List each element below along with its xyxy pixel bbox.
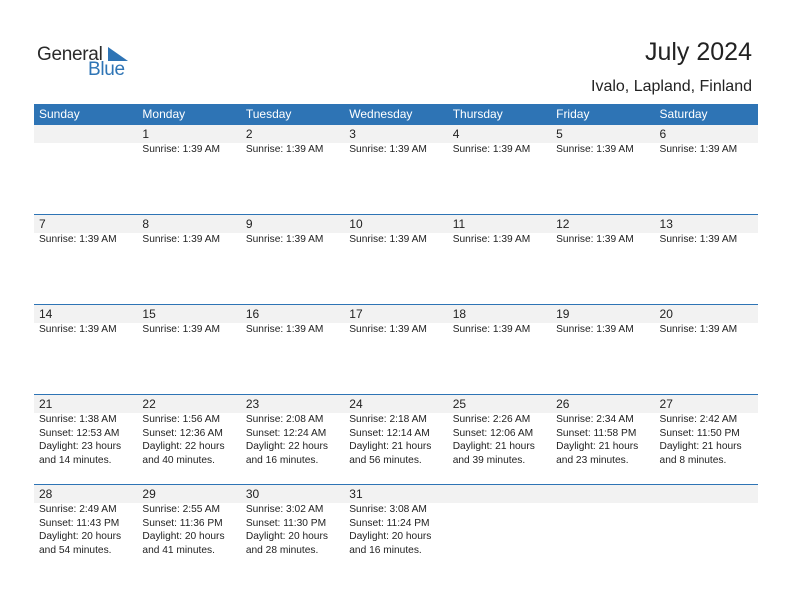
day-cell	[655, 305, 758, 337]
day-sun-info: Sunrise: 2:55 AM Sunset: 11:36 PM Daylight: 20 hours and 41 minutes.	[142, 504, 225, 556]
day-cell	[241, 215, 344, 247]
day-number: 23	[245, 397, 260, 411]
day-cell	[448, 485, 551, 557]
day-cell	[137, 395, 240, 467]
logo-general-text: General	[37, 44, 103, 65]
day-sun-info: Sunrise: 2:08 AM Sunset: 12:24 AM Daylight: 22 hours and 16 minutes.	[245, 414, 328, 466]
day-cell	[655, 215, 758, 247]
calendar-week	[34, 215, 758, 305]
day-sun-info: Sunrise: 1:56 AM Sunset: 12:36 AM Daylight: 22 hours and 40 minutes.	[142, 414, 225, 466]
weekday-wednesday: Wednesday	[349, 107, 413, 121]
day-sun-info: Sunrise: 1:38 AM Sunset: 12:53 AM Daylight: 23 hours and 14 minutes.	[39, 414, 122, 466]
day-cell	[655, 125, 758, 157]
calendar-week	[34, 125, 758, 215]
day-cell	[655, 485, 758, 557]
day-cell	[344, 305, 447, 337]
day-number: 22	[142, 397, 156, 411]
day-sun-info: Sunrise: 3:08 AM Sunset: 11:24 PM Daylight: 20 hours and 16 minutes.	[349, 504, 432, 556]
weekday-thursday: Thursday	[452, 107, 503, 121]
day-number: 5	[556, 127, 563, 141]
day-number: 19	[556, 307, 570, 321]
day-cell	[448, 125, 551, 157]
day-sun-info: Sunrise: 1:39 AM	[245, 324, 324, 335]
day-cell	[241, 305, 344, 337]
day-number	[453, 485, 551, 503]
day-cell	[551, 395, 654, 467]
day-sun-info: Sunrise: 3:02 AM Sunset: 11:30 PM Daylight: 20 hours and 28 minutes.	[245, 504, 328, 556]
day-cell	[241, 125, 344, 157]
day-cell	[137, 125, 240, 157]
day-sun-info: Sunrise: 2:18 AM Sunset: 12:14 AM Daylight: 21 hours and 56 minutes.	[349, 414, 432, 466]
day-number: 30	[245, 487, 260, 501]
day-sun-info: Sunrise: 1:39 AM	[556, 144, 634, 155]
logo	[37, 44, 137, 80]
day-sun-info: Sunrise: 1:39 AM	[142, 144, 221, 155]
day-number: 25	[452, 397, 467, 411]
weekday-monday: Monday	[142, 107, 186, 121]
day-cell	[137, 485, 240, 557]
day-number	[39, 125, 137, 143]
day-number: 15	[142, 307, 156, 321]
day-number: 28	[39, 487, 53, 501]
calendar-week	[34, 485, 758, 575]
day-sun-info: Sunrise: 1:39 AM	[659, 324, 738, 335]
day-cell	[448, 215, 551, 247]
day-cell	[344, 215, 447, 247]
day-sun-info: Sunrise: 1:39 AM	[245, 144, 324, 155]
day-number: 21	[39, 397, 53, 411]
day-number: 20	[659, 307, 673, 321]
page-title: July 2024	[644, 38, 752, 66]
day-number: 11	[452, 217, 466, 231]
day-cell	[34, 395, 137, 467]
day-sun-info: Sunrise: 1:39 AM	[349, 234, 427, 245]
day-number: 14	[39, 307, 53, 321]
day-cell	[34, 215, 137, 247]
day-sun-info: Sunrise: 2:49 AM Sunset: 11:43 PM Daylight: 20 hours and 54 minutes.	[39, 504, 122, 556]
day-number: 9	[245, 217, 253, 231]
day-cell	[34, 125, 137, 157]
day-cell	[241, 395, 344, 467]
day-cell	[448, 305, 551, 337]
day-sun-info: Sunrise: 2:34 AM Sunset: 11:58 PM Daylight: 21 hours and 23 minutes.	[556, 414, 639, 466]
weekday-sunday: Sunday	[39, 107, 80, 121]
day-cell	[448, 395, 551, 467]
day-number	[660, 485, 758, 503]
day-number: 8	[142, 217, 150, 231]
day-sun-info: Sunrise: 1:39 AM	[39, 234, 117, 245]
day-sun-info: Sunrise: 1:39 AM	[659, 234, 738, 245]
day-cell	[34, 305, 137, 337]
day-number: 29	[142, 487, 156, 501]
day-sun-info: Sunrise: 1:39 AM	[245, 234, 324, 245]
day-cell	[34, 485, 137, 557]
day-number: 3	[349, 127, 356, 141]
day-sun-info: Sunrise: 2:42 AM Sunset: 11:50 PM Daylight: 21 hours and 8 minutes.	[659, 414, 742, 466]
day-cell	[551, 125, 654, 157]
day-number: 13	[659, 217, 673, 231]
day-cell	[551, 485, 654, 557]
day-number: 27	[659, 397, 673, 411]
day-cell	[551, 215, 654, 247]
calendar-week	[34, 305, 758, 395]
logo-blue-text: Blue	[88, 59, 125, 80]
day-number: 31	[349, 487, 363, 501]
day-sun-info: Sunrise: 2:26 AM Sunset: 12:06 AM Daylight: 21 hours and 39 minutes.	[452, 414, 535, 466]
day-sun-info: Sunrise: 1:39 AM	[452, 234, 531, 245]
day-number: 4	[452, 127, 460, 141]
day-number: 17	[349, 307, 363, 321]
day-sun-info: Sunrise: 1:39 AM	[452, 324, 531, 335]
day-number: 10	[349, 217, 363, 231]
day-cell	[655, 395, 758, 467]
day-cell	[344, 395, 447, 467]
day-number: 7	[39, 217, 46, 231]
weekday-tuesday: Tuesday	[245, 107, 292, 121]
weekday-header	[34, 104, 758, 125]
day-cell	[137, 305, 240, 337]
day-cell	[344, 125, 447, 157]
day-cell	[344, 485, 447, 557]
day-sun-info: Sunrise: 1:39 AM	[349, 144, 427, 155]
day-sun-info: Sunrise: 1:39 AM	[142, 234, 221, 245]
day-number: 16	[245, 307, 260, 321]
calendar-grid	[34, 104, 758, 575]
calendar-weeks	[34, 125, 758, 575]
day-number: 2	[245, 127, 253, 141]
day-cell	[241, 485, 344, 557]
day-sun-info: Sunrise: 1:39 AM	[556, 324, 634, 335]
day-sun-info: Sunrise: 1:39 AM	[349, 324, 427, 335]
day-number: 6	[659, 127, 667, 141]
day-number: 1	[142, 127, 150, 141]
day-sun-info: Sunrise: 1:39 AM	[452, 144, 531, 155]
day-sun-info: Sunrise: 1:39 AM	[556, 234, 634, 245]
calendar-week	[34, 395, 758, 485]
weekday-saturday: Saturday	[659, 107, 708, 121]
day-number: 24	[349, 397, 363, 411]
day-number: 12	[556, 217, 570, 231]
weekday-friday: Friday	[556, 107, 590, 121]
day-sun-info: Sunrise: 1:39 AM	[659, 144, 738, 155]
day-cell	[137, 215, 240, 247]
day-number: 26	[556, 397, 570, 411]
day-sun-info: Sunrise: 1:39 AM	[39, 324, 117, 335]
location-subtitle: Ivalo, Lapland, Finland	[591, 78, 752, 95]
day-cell	[551, 305, 654, 337]
day-number	[556, 485, 654, 503]
day-number: 18	[452, 307, 467, 321]
day-sun-info: Sunrise: 1:39 AM	[142, 324, 221, 335]
